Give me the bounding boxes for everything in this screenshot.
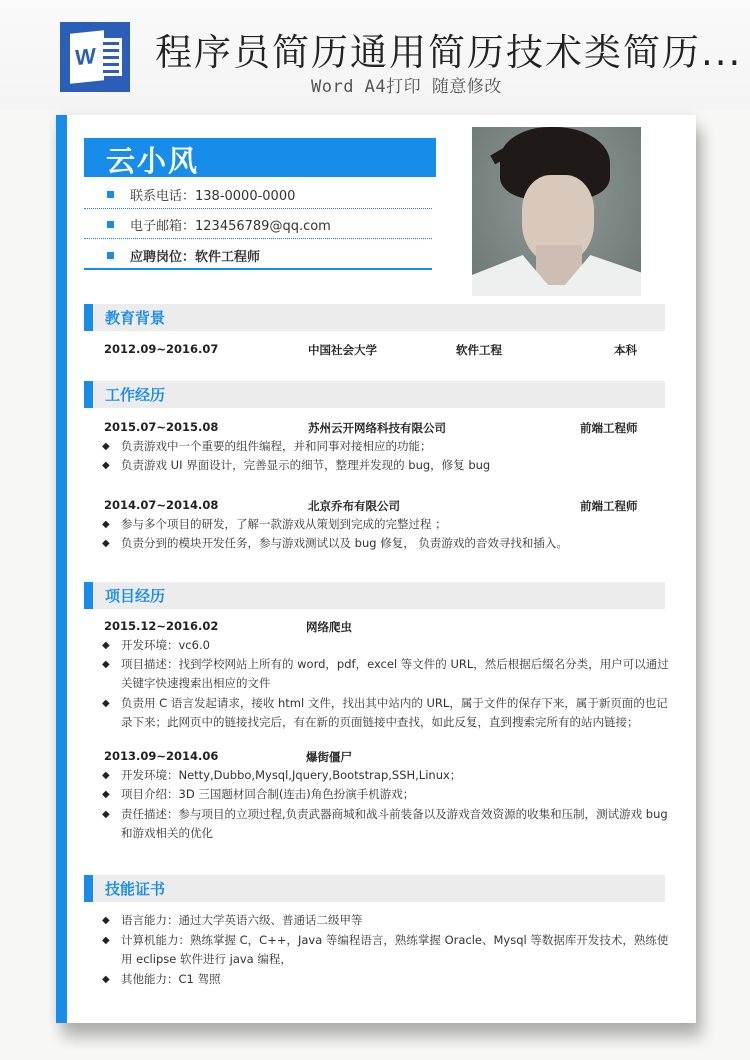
work-period: 2015.07~2015.08 (104, 420, 219, 434)
section-title: 技能证书 (105, 880, 166, 898)
diamond-bullet-icon: ◆ (102, 915, 110, 926)
contact-phone-text: 联系电话：138-0000-0000 (130, 189, 296, 204)
bullet-text: 其他能力：C1 驾照 (121, 972, 221, 986)
bullet-text: 责任描述：参与项目的立项过程,负责武器商城和战斗前装备以及游戏音效资源的收集和压制，测试游戏 bug 和游戏相关的优化 (121, 807, 668, 840)
bullet-text: 计算机能力：熟练掌握 C，C++，Java 等编程语言，熟练掌握 Oracle、Mysql 等数据库开发技术，熟练使用 eclipse 软件进行 java 编程， (121, 933, 669, 966)
portrait-photo (472, 127, 641, 296)
square-bullet-icon (107, 252, 114, 259)
section-accent (84, 875, 93, 902)
list-item (102, 636, 672, 655)
list-item (102, 456, 672, 475)
diamond-bullet-icon: ◆ (102, 659, 110, 670)
work-position: 前端工程师 (580, 499, 638, 513)
list-item (102, 911, 672, 930)
contact-email-text: 电子邮箱：123456789@qq.com (130, 219, 331, 234)
section-title: 教育背景 (105, 309, 166, 327)
work-period: 2014.07~2014.08 (104, 498, 219, 512)
diamond-bullet-icon: ◆ (102, 519, 110, 530)
list-item (102, 437, 672, 456)
document-subtitle: Word A4打印 随意修改 (311, 77, 502, 97)
education-major: 软件工程 (456, 343, 502, 357)
bullet-text: 参与多个项目的研发，了解一款游戏从策划到完成的完整过程 ； (121, 517, 447, 531)
bullet-text: 开发环境：vc6.0 (121, 638, 210, 652)
section-accent (84, 381, 93, 408)
list-item (102, 785, 672, 804)
diamond-bullet-icon: ◆ (102, 935, 110, 946)
square-bullet-icon (107, 221, 114, 228)
project-name: 爆街僵尸 (306, 750, 352, 764)
section-title: 工作经历 (105, 386, 166, 404)
diamond-bullet-icon: ◆ (102, 640, 110, 651)
education-period: 2012.09~2016.07 (104, 342, 219, 356)
list-item (102, 534, 672, 553)
resume-page (56, 115, 696, 1023)
section-education (84, 304, 665, 331)
name-banner (84, 138, 436, 177)
contact-position-text: 应聘岗位：软件工程师 (130, 250, 261, 265)
square-bullet-icon (107, 191, 114, 198)
diamond-bullet-icon: ◆ (102, 770, 110, 781)
bullet-text: 开发环境：Netty,Dubbo,Mysql,Jquery,Bootstrap,SSH,Linux； (121, 768, 462, 782)
diamond-bullet-icon: ◆ (102, 460, 110, 471)
bullet-text: 负责分到的模块开发任务，参与游戏测试以及 bug 修复， 负责游戏的音效寻找和插入。 (121, 536, 568, 550)
section-work (84, 381, 665, 408)
section-projects (84, 582, 665, 609)
word-icon-letter: W (75, 43, 96, 71)
diamond-bullet-icon: ◆ (102, 698, 110, 709)
project-period: 2015.12~2016.02 (104, 619, 219, 633)
candidate-name: 云小风 (106, 144, 200, 178)
list-item (102, 655, 672, 693)
section-accent (84, 582, 93, 609)
work-position: 前端工程师 (580, 421, 638, 435)
section-title: 项目经历 (105, 587, 166, 605)
diamond-bullet-icon: ◆ (102, 809, 110, 820)
work-company: 苏州云开网络科技有限公司 (308, 421, 446, 435)
contact-phone (84, 179, 432, 209)
work-company: 北京乔布有限公司 (308, 499, 400, 513)
education-school: 中国社会大学 (308, 343, 377, 357)
word-icon-lines (100, 38, 122, 76)
list-item (102, 766, 672, 785)
section-accent (84, 304, 93, 331)
project-name: 网络爬虫 (306, 620, 352, 634)
diamond-bullet-icon: ◆ (102, 789, 110, 800)
bullet-text: 语言能力：通过大学英语六级、普通话二级甲等 (121, 913, 363, 927)
diamond-bullet-icon: ◆ (102, 441, 110, 452)
list-item (102, 515, 672, 534)
listing-header (0, 0, 750, 110)
left-accent-bar (56, 115, 67, 1023)
diamond-bullet-icon: ◆ (102, 538, 110, 549)
list-item (102, 931, 672, 969)
contact-email (84, 209, 432, 239)
project-period: 2013.09~2014.06 (104, 749, 219, 763)
list-item (102, 694, 672, 732)
bullet-text: 负责游戏 UI 界面设计，完善显示的细节，整理并发现的 bug，修复 bug (121, 458, 491, 472)
bullet-text: 项目介绍：3D 三国题材回合制(连击)角色扮演手机游戏； (121, 787, 415, 801)
education-degree: 本科 (614, 343, 637, 357)
document-title: 程序员简历通用简历技术类简历... (155, 31, 743, 74)
list-item (102, 970, 672, 989)
bullet-text: 负责用 C 语言发起请求，接收 html 文件，找出其中站内的 URL，属于文件的保存下来，属于新页面的也记录下来；此网页中的链接找完后，有在新的页面链接中查找，如此反复，直到搜索完所有的站内链接； (121, 696, 668, 729)
section-skills (84, 875, 665, 902)
word-icon-page (70, 30, 104, 84)
contact-position (84, 240, 432, 270)
diamond-bullet-icon: ◆ (102, 974, 110, 985)
bullet-text: 负责游戏中一个重要的组件编程，并和同事对接相应的功能； (121, 439, 432, 453)
word-document-icon (60, 22, 130, 92)
bullet-text: 项目描述：找到学校网站上所有的 word，pdf，excel 等文件的 URL，然后根据后缀名分类，用户可以通过关键字快速搜索出相应的文件 (121, 657, 669, 690)
list-item (102, 805, 672, 843)
